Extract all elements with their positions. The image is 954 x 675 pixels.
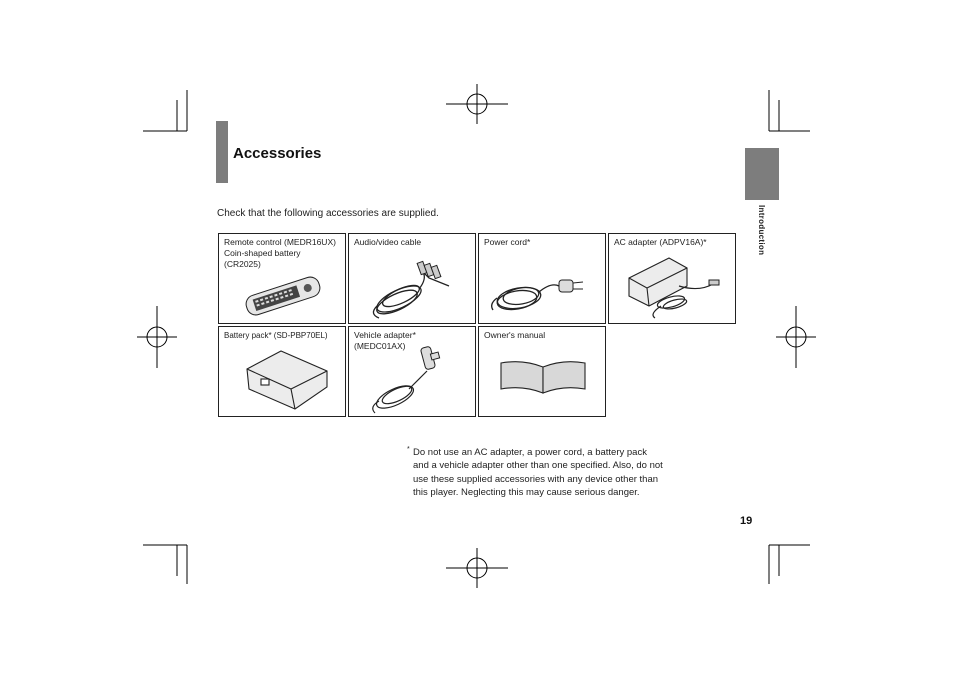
accessory-label: Audio/video cable	[354, 237, 422, 247]
page-heading: Accessories	[233, 145, 322, 162]
accessory-battery-pack	[218, 326, 346, 417]
accessory-vehicle-adapter	[348, 326, 476, 417]
accessory-power-cord	[478, 233, 606, 324]
av-cable-illustration	[349, 234, 477, 325]
ac-adapter-illustration	[609, 234, 737, 325]
section-tab-label: Introduction	[757, 205, 766, 256]
accessory-label: Power cord*	[484, 237, 531, 247]
footnote-text: Do not use an AC adapter, a power cord, a battery pack and a vehicle adapter other than one specified. Also, do not use these supplied accessories with any device other than this player. Neglecting this may cause serious danger.	[413, 447, 663, 499]
accessory-label: Remote control (MEDR16UX) Coin-shaped battery (CR2025)	[224, 237, 336, 269]
footnote-marker: *	[407, 446, 410, 453]
accessory-owners-manual	[478, 326, 606, 417]
accessory-label: AC adapter (ADPV16A)*	[614, 237, 707, 247]
battery-pack-illustration	[219, 327, 347, 418]
power-cord-illustration	[479, 234, 607, 325]
vehicle-adapter-illustration	[349, 327, 477, 418]
accessory-remote-control	[218, 233, 346, 324]
accessory-ac-adapter	[608, 233, 736, 324]
heading-bar	[216, 121, 228, 183]
remote-control-illustration	[219, 234, 347, 325]
page-number: 19	[740, 515, 753, 527]
owners-manual-illustration	[479, 327, 607, 418]
accessory-label: Battery pack* (SD-PBP70EL)	[224, 331, 328, 340]
accessory-label: Vehicle adapter* (MEDC01AX)	[354, 330, 416, 351]
section-tab	[745, 148, 779, 200]
intro-text: Check that the following accessories are supplied.	[217, 208, 439, 219]
accessory-label: Owner's manual	[484, 330, 546, 340]
accessory-av-cable	[348, 233, 476, 324]
